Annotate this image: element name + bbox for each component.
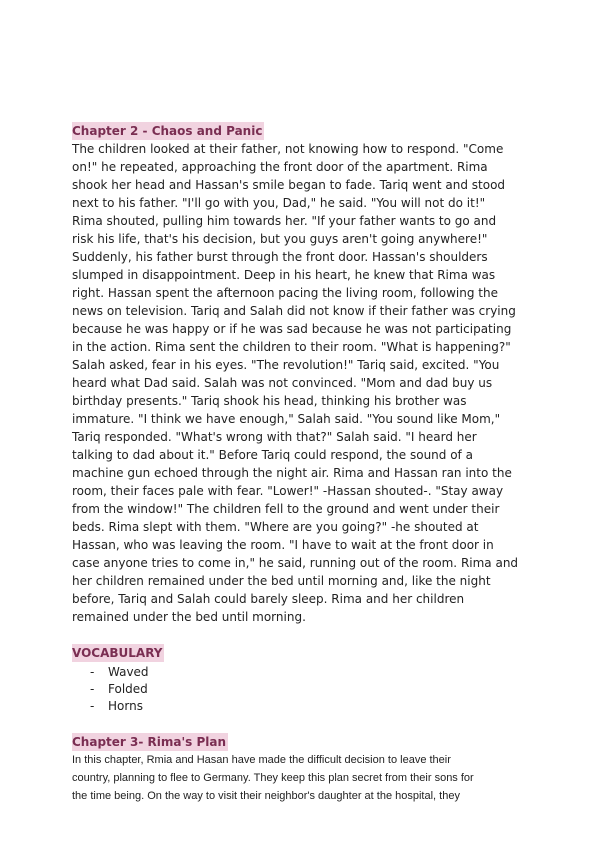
spacer: [72, 626, 530, 644]
chapter-3-section: [72, 733, 530, 805]
chapter-3-heading: Chapter 3- Rima's Plan: [72, 735, 227, 749]
list-item: [72, 681, 530, 698]
chapter-2-section: [72, 122, 530, 626]
list-item: [72, 698, 530, 715]
chapter-2-paragraph: The children looked at their father, not knowing how to respond. "Come on!" he repeated, approaching the front door of the apartment. Rima shook her head and Hassan's smile began to fade. Tariq went and stood next to his father. "I'll go with you, Dad," he said. "You will not do it!" Rima shouted, pulling him towards her. "If your father wants to go and risk his life, that's his decision, but you guys aren't going anywhere!" Suddenly, his father burst through the front door. Hassan's shoulders slumped in disappointment. Deep in his heart, he knew that Rima was right. Hassan spent the afternoon pacing the living room, following the news on television. Tariq and Salah did not know if their father was crying because he was happy or if he was sad because he was not participating in the action. Rima sent the children to their room. "What is happening?" Salah asked, fear in his eyes. "The revolution!" Tariq said, excited. "You heard what Dad said. Salah was not convinced. "Mom and dad buy us birthday presents." Tariq shook his head, thinking his brother was immature. "I think we have enough," Salah said. "You sound like Mom," Tariq responded. "What's wrong with that?" Salah said. "I heard her talking to dad about it." Before Tariq could respond, the sound of a machine gun echoed through the night air. Rima and Hassan ran into the room, their faces pale with fear. "Lower!" -Hassan shouted-. "Stay away from the window!" The children fell to the ground and went under their beds. Rima slept with them. "Where are you going?" -he shouted at Hassan, who was leaving the room. "I have to wait at the front door in case anyone tries to come in," he said, running out of the room. Rima and her children remained under the bed until morning and, like the night before, Tariq and Salah could barely sleep. Rima and her children remained under the bed until morning.: [72, 142, 519, 624]
vocabulary-word: Horns: [108, 699, 143, 713]
list-item: [72, 664, 530, 681]
vocabulary-word: Waved: [108, 665, 149, 679]
chapter-3-paragraph: In this chapter, Rmia and Hasan have made the difficult decision to leave their country, planning to flee to Germany. They keep this plan secret from their sons for the time being. On the way to visit their neighbor's daughter at the hospital, they: [72, 754, 474, 802]
list-bullet: -: [90, 682, 95, 696]
document-content: [72, 122, 530, 805]
vocabulary-heading: VOCABULARY: [72, 646, 163, 660]
chapter-2-heading: Chapter 2 - Chaos and Panic: [72, 124, 263, 138]
list-bullet: -: [90, 665, 95, 679]
vocabulary-list: [72, 664, 530, 715]
vocabulary-section: [72, 644, 530, 715]
spacer: [72, 715, 530, 733]
vocabulary-word: Folded: [108, 682, 148, 696]
list-bullet: -: [90, 699, 95, 713]
